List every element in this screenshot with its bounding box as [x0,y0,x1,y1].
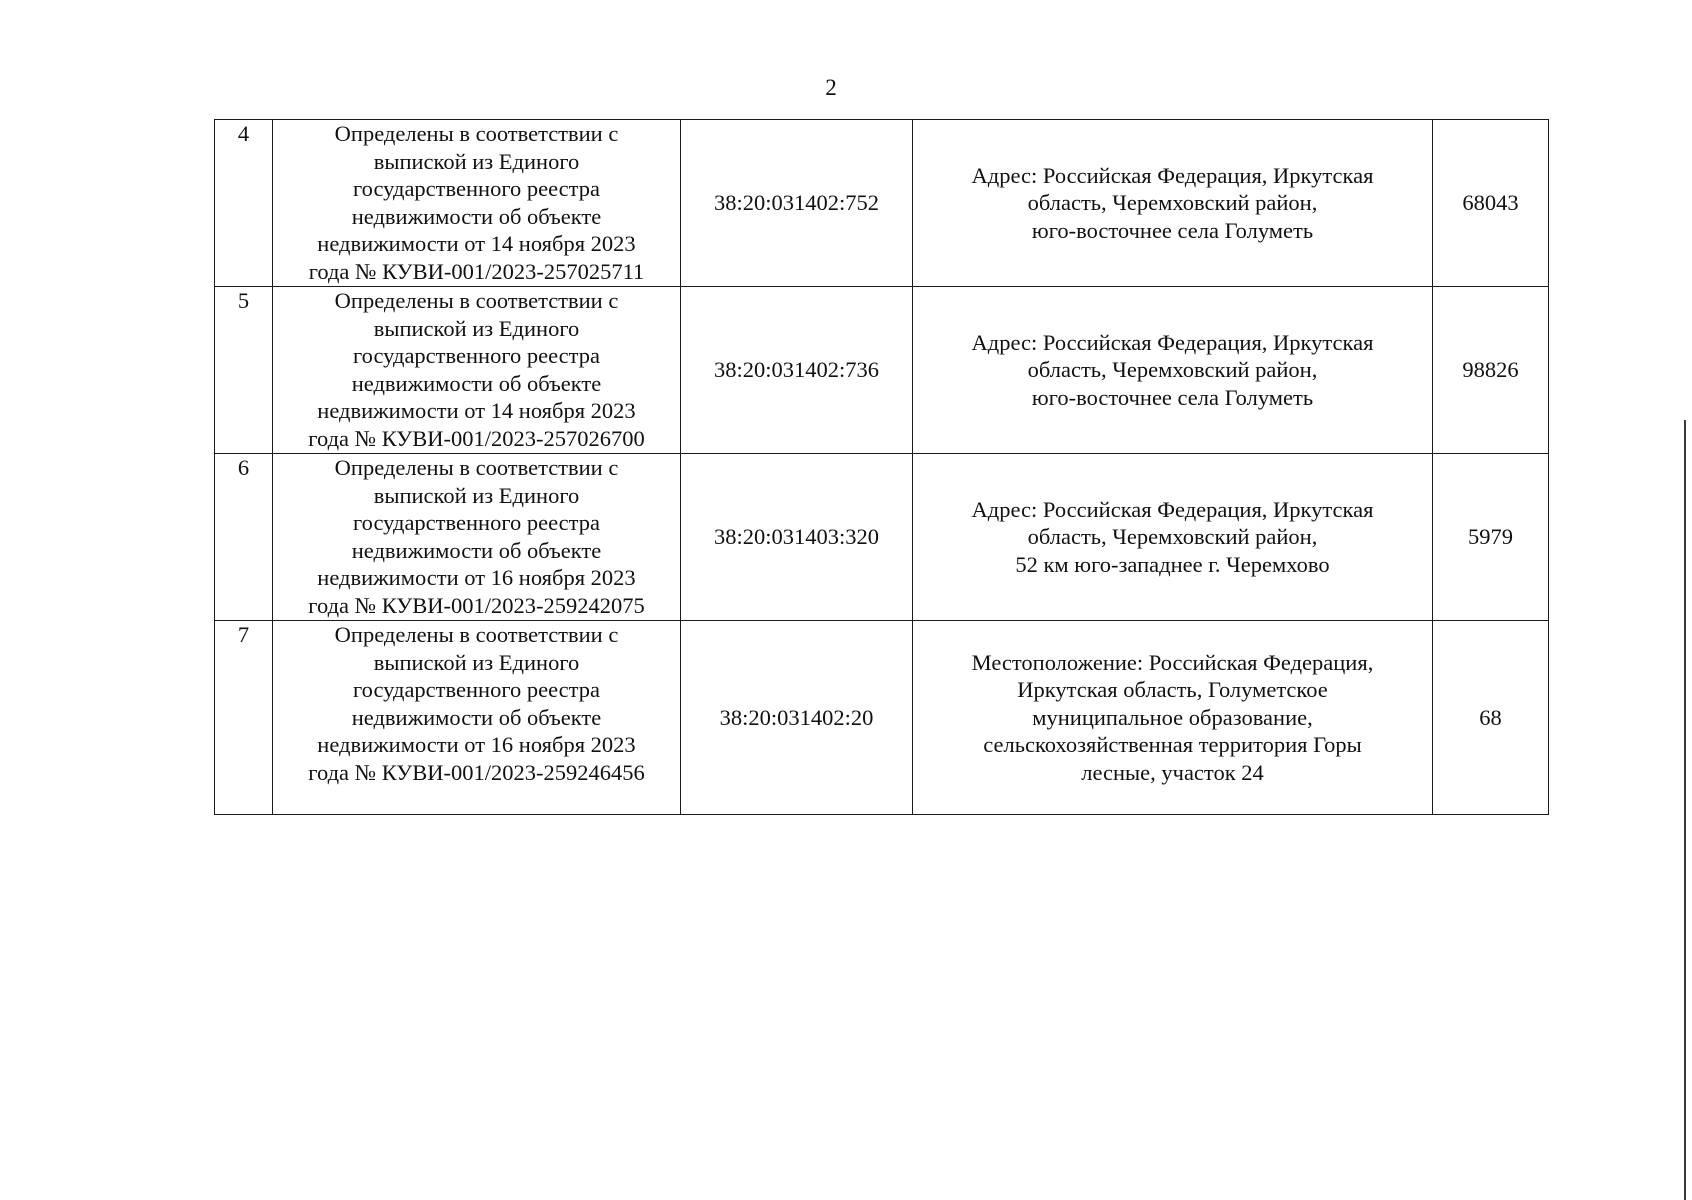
basis-line: выпиской из Единого [373,649,580,675]
basis-cell [273,120,681,287]
address-line: Адрес: Российская Федерация, Иркутская [971,162,1374,188]
address-line: лесные, участок 24 [1081,759,1264,785]
basis-cell [273,287,681,454]
basis-line: года № КУВИ-001/2023-259242075 [308,592,645,618]
basis-line: выпиской из Единого [373,148,580,174]
area-value: 98826 [1433,287,1549,454]
address-cell [913,454,1433,621]
basis-line: года № КУВИ-001/2023-257025711 [308,258,645,284]
basis-line: года № КУВИ-001/2023-257026700 [308,425,645,451]
address-line: Местоположение: Российская Федерация, [971,649,1374,675]
area-value: 5979 [1433,454,1549,621]
basis-line: недвижимости от 16 ноября 2023 [317,732,636,757]
row-number: 7 [215,621,273,815]
basis-line: выпиской из Единого [373,315,580,341]
cadastral-number: 38:20:031402:736 [681,287,913,454]
address-line: Адрес: Российская Федерация, Иркутская [971,329,1374,355]
address-cell [913,120,1433,287]
address-line: юго-восточнее села Голуметь [1031,217,1314,243]
cadastral-number: 38:20:031402:20 [681,621,913,815]
basis-line: недвижимости от 16 ноября 2023 [317,565,636,590]
table-row [215,454,1549,621]
address-line: муниципальное образование, [1032,704,1313,730]
table-row [215,621,1549,815]
table-row [215,120,1549,287]
row-number: 4 [215,120,273,287]
basis-cell [273,454,681,621]
basis-line: недвижимости об объекте [351,203,602,229]
address-line: область, Черемховский район, [1027,357,1318,383]
page-number: 2 [825,75,837,100]
basis-line: выпиской из Единого [373,482,580,508]
area-value: 68 [1433,621,1549,815]
basis-line: недвижимости об объекте [351,537,602,563]
cadastral-number: 38:20:031402:752 [681,120,913,287]
address-line: юго-восточнее села Голуметь [1031,384,1314,410]
basis-line: Определены в соответствии с [334,121,619,146]
table-row [215,287,1549,454]
basis-line: государственного реестра [353,176,600,201]
row-number: 5 [215,287,273,454]
basis-line: государственного реестра [353,677,600,702]
address-line: сельскохозяйственная территория Горы [983,732,1362,758]
basis-line: Определены в соответствии с [334,622,619,647]
basis-line: года № КУВИ-001/2023-259246456 [308,759,645,785]
row-number: 6 [215,454,273,621]
area-value: 68043 [1433,120,1549,287]
basis-cell [273,621,681,815]
address-cell [913,287,1433,454]
address-line: Адрес: Российская Федерация, Иркутская [971,496,1374,522]
address-line: Иркутская область, Голуметское [1017,677,1328,703]
scan-edge-line [1684,420,1686,1200]
basis-line: недвижимости об объекте [351,704,602,730]
land-plots-table [214,119,1549,815]
basis-line: недвижимости от 14 ноября 2023 [317,231,636,256]
cadastral-number: 38:20:031403:320 [681,454,913,621]
address-cell [913,621,1433,815]
address-line: область, Черемховский район, [1027,524,1318,550]
basis-line: недвижимости об объекте [351,370,602,396]
basis-line: недвижимости от 14 ноября 2023 [317,398,636,423]
basis-line: Определены в соответствии с [334,455,619,480]
basis-line: государственного реестра [353,343,600,368]
address-line: область, Черемховский район, [1027,190,1318,216]
basis-line: государственного реестра [353,510,600,535]
basis-line: Определены в соответствии с [334,288,619,313]
address-line: 52 км юго-западнее г. Черемхово [1015,551,1330,577]
